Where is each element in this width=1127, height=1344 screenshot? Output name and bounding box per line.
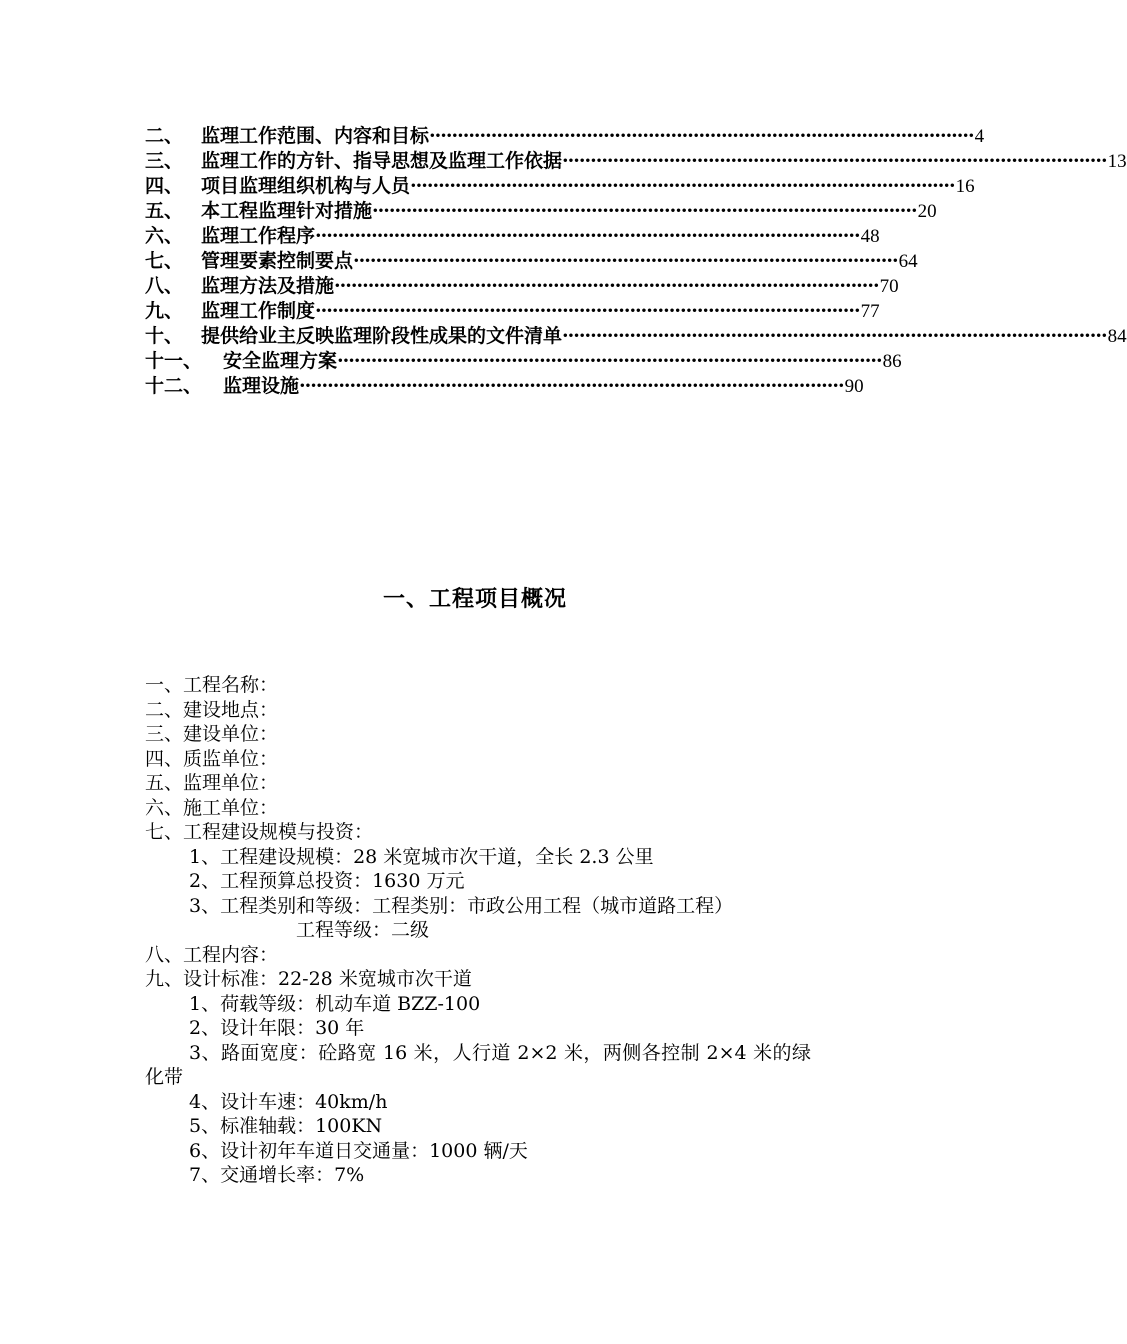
project-overview-body [145,673,811,1188]
toc-entry-title: 本工程监理针对措施 [201,200,373,222]
toc-entry[interactable] [145,299,880,324]
toc-entry-number: 四、 [145,175,184,197]
section-heading: 一、工程项目概况 [382,586,567,612]
design-standard-line: 九、设计标准：22-28 米宽城市次干道 [145,968,472,990]
toc-entry-number: 十二、 [145,375,203,397]
project-category-line: 3、工程类别和等级：工程类别：市政公用工程（城市道路工程） [189,894,734,917]
toc-entry-page: 4 [974,126,985,147]
table-of-contents [145,124,1127,399]
toc-entry[interactable] [145,224,880,249]
toc-leader-dots: ································································································· [315,225,860,247]
toc-entry-page: 20 [917,201,937,222]
toc-entry-number: 八、 [145,275,184,297]
contractor-unit-line: 六、施工单位： [145,796,279,819]
budget-investment-line: 2、工程预算总投资：1630 万元 [189,870,465,892]
toc-entry-number: 五、 [145,200,184,222]
toc-entry-page: 86 [882,351,902,372]
toc-entry[interactable] [145,249,918,274]
toc-entry-title: 监理工作范围、内容和目标 [201,125,430,147]
design-speed-line: 4、设计车速：40km/h [189,1090,388,1113]
toc-leader-dots: ································································································· [334,275,879,297]
standard-axle-load-line: 5、标准轴载：100KN [189,1115,383,1137]
toc-entry-page: 70 [879,276,899,297]
toc-leader-dots: ································································································· [429,125,974,147]
toc-entry-title: 监理工作制度 [201,300,316,322]
design-life-line: 2、设计年限：30 年 [189,1017,365,1039]
toc-leader-dots: ································································································· [562,150,1107,172]
construction-scale-line: 1、工程建设规模：28 米宽城市次干道，全长 2.3 公里 [189,845,654,868]
toc-entry-page: 77 [860,301,880,322]
toc-entry-number: 七、 [145,250,184,272]
project-content-line: 八、工程内容： [145,943,279,966]
road-width-line: 3、路面宽度：砼路宽 16 米，人行道 2×2 米，两侧各控制 2×4 米的绿化带 [145,1041,811,1088]
toc-entry-number: 九、 [145,300,184,322]
toc-entry-page: 64 [898,251,918,272]
toc-entry-title: 监理设施 [223,375,300,397]
supervision-unit-line: 五、监理单位： [145,772,279,794]
toc-leader-dots: ································································································· [353,250,898,272]
toc-leader-dots: ································································································· [315,300,860,322]
toc-entry-title: 监理工作程序 [201,225,316,247]
toc-entry-number: 十一、 [145,350,203,372]
toc-entry[interactable] [145,349,902,374]
toc-leader-dots: ································································································· [337,350,882,372]
toc-entry-title: 安全监理方案 [223,350,338,372]
toc-entry-page: 90 [844,376,864,397]
builder-unit-line: 三、建设单位： [145,723,279,745]
daily-traffic-line: 6、设计初年车道日交通量：1000 辆/天 [189,1139,528,1162]
toc-entry-number: 二、 [145,125,184,147]
traffic-growth-line: 7、交通增长率：7% [189,1164,365,1186]
toc-entry-number: 六、 [145,225,184,247]
toc-entry-title: 监理工作的方针、指导思想及监理工作依据 [201,150,563,172]
toc-entry-page: 48 [860,226,880,247]
scale-investment-line: 七、工程建设规模与投资： [145,821,374,843]
toc-entry-title: 监理方法及措施 [201,275,335,297]
toc-entry[interactable] [145,149,1127,174]
toc-entry-number: 三、 [145,150,184,172]
toc-entry-title: 管理要素控制要点 [201,250,354,272]
toc-leader-dots: ································································································· [562,325,1107,347]
toc-leader-dots: ································································································· [372,200,917,222]
toc-entry[interactable] [145,174,975,199]
construction-site-line: 二、建设地点： [145,698,279,721]
toc-entry[interactable] [145,274,899,299]
toc-entry-number: 十、 [145,325,184,347]
toc-entry[interactable] [145,324,1127,349]
toc-entry-page: 16 [955,176,975,197]
project-grade-line: 工程等级：二级 [296,919,430,941]
toc-leader-dots: ································································································· [410,175,955,197]
toc-entry[interactable] [145,374,864,399]
project-name-line: 一、工程名称： [145,674,279,696]
toc-entry-page: 13 [1107,151,1127,172]
toc-leader-dots: ································································································· [299,375,844,397]
toc-entry-title: 提供给业主反映监理阶段性成果的文件清单 [201,325,563,347]
toc-entry-page: 84 [1107,326,1127,347]
load-grade-line: 1、荷载等级：机动车道 BZZ-100 [189,992,481,1015]
quality-supervision-unit-line: 四、质监单位： [145,747,279,770]
toc-entry[interactable] [145,124,985,149]
toc-entry-title: 项目监理组织机构与人员 [201,175,411,197]
toc-entry[interactable] [145,199,937,224]
